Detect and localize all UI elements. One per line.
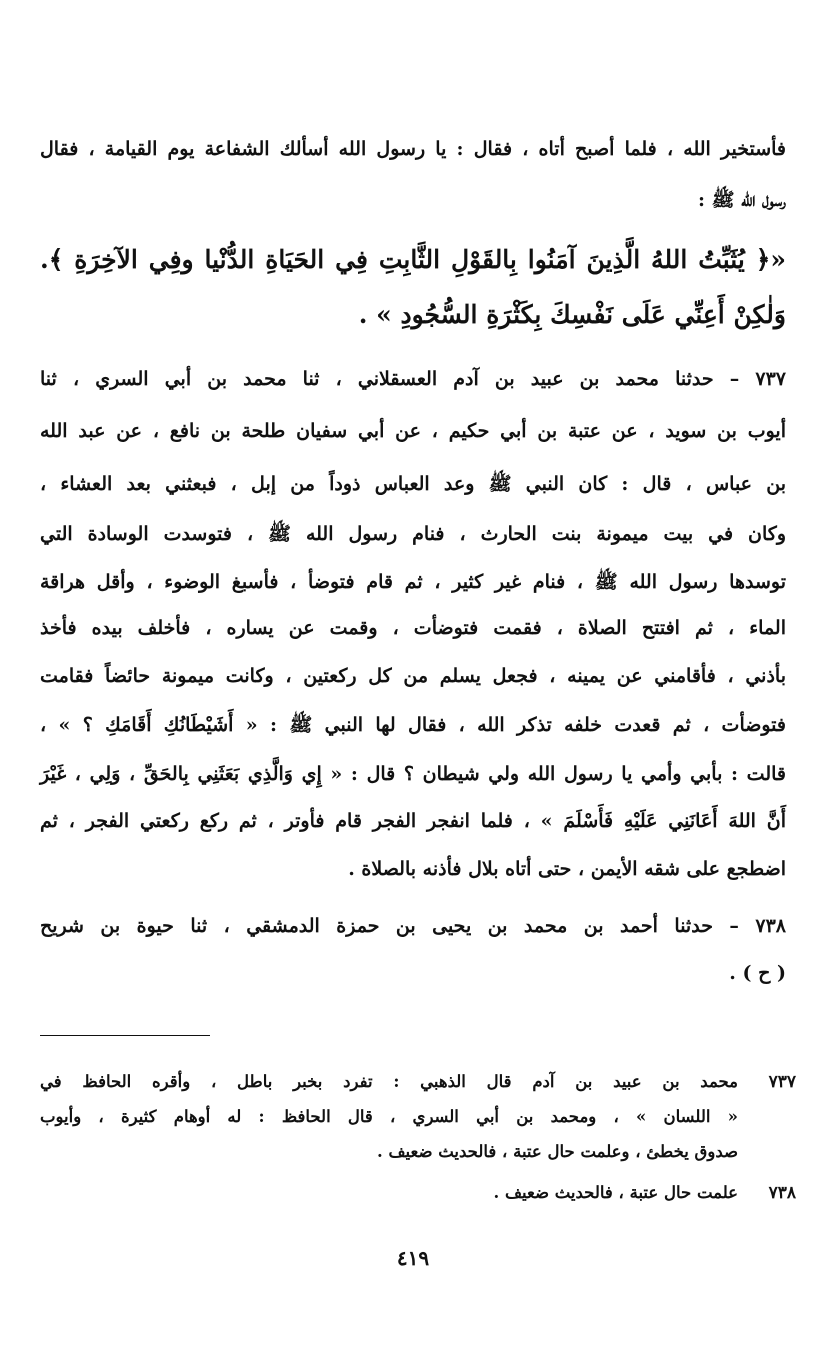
text-line: فأستخير الله ، فلما أصبح أتاه ، فقال : يا رسول الله أسألك الشفاعة يوم القيامة ، فقال <box>40 138 786 160</box>
quran-verse-line: «﴿ يُثَبِّتُ اللهُ الَّذِينَ آمَنُوا بِالقَوْلِ الثَّابِتِ فِي الحَيَاةِ الدُّنْيا وفِي الآخِرَةِ ﴾. <box>40 245 786 274</box>
text-line: ٧٣٨ – حدثنا أحمد بن محمد بن يحيى بن حمزة الدمشقي ، ثنا حيوة بن شريح <box>40 915 786 937</box>
text-line: رسول الله ﷺ : <box>697 189 786 211</box>
footnote-line: علمت حال عتبة ، فالحديث ضعيف . <box>493 1183 738 1202</box>
text-line: توسدها رسول الله ﷺ ، فنام غير كثير ، ثم قام فتوضأ ، فأسبغ الوضوء ، وأقل هراقة <box>40 571 786 593</box>
text-line: أَنَّ اللهَ أَعَانَنِي عَلَيْهِ فَأَسْلَمَ » ، فلما انفجر الفجر قام فأوتر ، ثم ركع ركعتي الفجر ، ثم <box>40 810 786 832</box>
text-line: ( ح ) . <box>729 962 786 984</box>
text-line: اضطجع على شقه الأيمن ، حتى أتاه بلال فأذنه بالصلاة . <box>348 858 786 880</box>
footnote-number: ٧٣٨ <box>768 1183 796 1203</box>
footnote-number: ٧٣٧ <box>768 1072 796 1092</box>
text-line: الماء ، ثم افتتح الصلاة ، فقمت فتوضأت ، وقمت عن يساره ، فأخلف بيده فأخذ <box>40 617 786 639</box>
footnote-line: صدوق يخطئ ، وعلمت حال عتبة ، فالحديث ضعيف . <box>376 1142 738 1161</box>
footnote-separator <box>40 1035 210 1036</box>
text-line: أيوب بن سويد ، عن عتبة بن أبي حكيم ، عن أبي سفيان طلحة بن نافع ، عن عبد الله <box>40 420 786 442</box>
quran-verse-line: وَلٰكِنْ أَعِنِّي عَلَى نَفْسِكَ بِكَثْرَةِ السُّجُودِ » . <box>358 300 786 329</box>
page-number: ٤١٩ <box>396 1246 430 1270</box>
footnote-line: محمد بن عبيد بن آدم قال الذهبي : تفرد بخبر باطل ، وأقره الحافظ في <box>40 1072 738 1091</box>
text-line: وكان في بيت ميمونة بنت الحارث ، فنام رسول الله ﷺ ، فتوسدت الوسادة التي <box>40 523 786 545</box>
text-line: بن عباس ، قال : كان النبي ﷺ وعد العباس ذوداً من إبل ، فبعثني بعد العشاء ، <box>40 473 786 495</box>
text-line: ٧٣٧ – حدثنا محمد بن عبيد بن آدم العسقلاني ، ثنا محمد بن أبي السري ، ثنا <box>40 368 786 390</box>
footnote-line: « اللسان » ، ومحمد بن أبي السري ، قال الحافظ : له أوهام كثيرة ، وأيوب <box>40 1107 738 1126</box>
text-line: فتوضأت ، ثم قعدت خلفه تذكر الله ، فقال لها النبي ﷺ : « أَشَيْطَانُكِ أَقَامَكِ ؟ » ، <box>40 714 786 736</box>
text-line: بأذني ، فأقامني عن يمينه ، فجعل يسلم من كل ركعتين ، وكانت ميمونة حائضاً فقامت <box>40 665 786 687</box>
text-line: قالت : بأبي وأمي يا رسول الله ولي شيطان ؟ قال : « إِي وَالَّذِي بَعَثَنِي بِالحَقِّ ، وَلِي ، غَيْرَ <box>40 763 786 785</box>
